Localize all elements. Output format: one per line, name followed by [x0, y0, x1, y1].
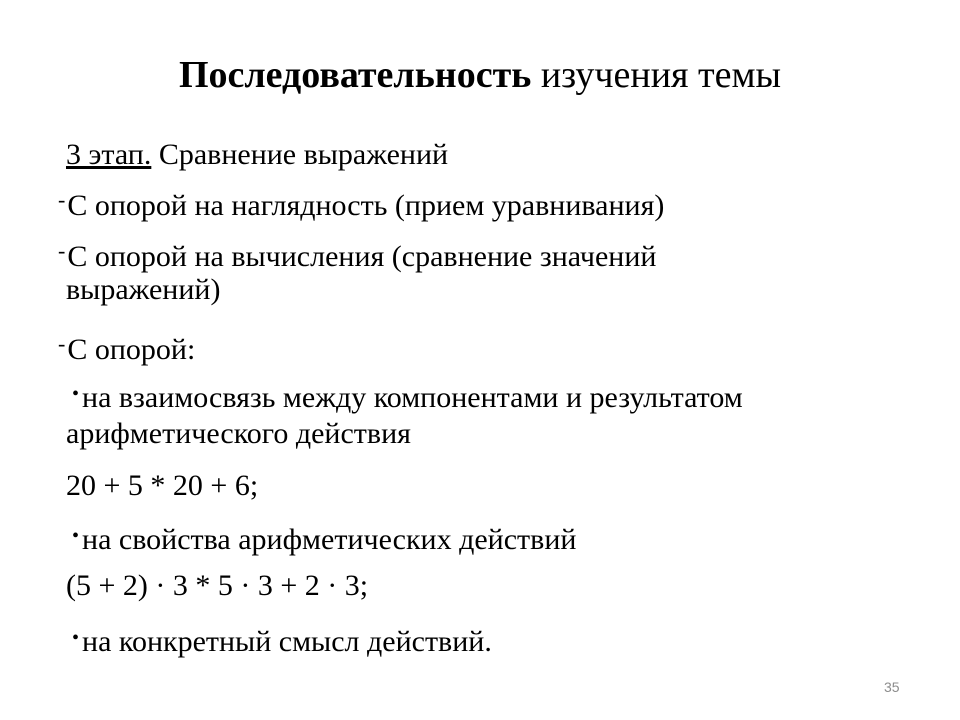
slide-title	[0, 52, 960, 98]
stage-text: Сравнение выражений	[151, 138, 449, 171]
bullet-dot-icon: •	[72, 525, 80, 547]
sub-list-item	[72, 618, 492, 662]
sub-list-item-text: на конкретный смысл действий.	[82, 625, 492, 658]
list-item-continuation: выражений)	[66, 273, 221, 306]
example-expression: (5 + 2) · 3 * 5 · 3 + 2 · 3;	[66, 569, 369, 602]
slide-title-bold: Последовательность	[178, 54, 532, 96]
bullet-dot-icon: •	[72, 383, 80, 405]
page-number: 35	[884, 679, 900, 695]
list-item-text: С опорой на вычисления (сравнение значений	[67, 240, 657, 273]
sub-list-item-continuation: арифметического действия	[66, 417, 411, 450]
list-item-text: С опорой:	[67, 333, 196, 366]
dash-bullet-icon: -	[58, 331, 66, 356]
stage-heading	[66, 135, 448, 175]
example-expression: 20 + 5 * 20 + 6;	[66, 469, 259, 502]
stage-label: 3 этап.	[66, 138, 152, 171]
list-item	[58, 324, 195, 370]
slide-title-regular: изучения темы	[531, 54, 782, 96]
sub-list-item	[72, 374, 743, 418]
bullet-dot-icon: •	[72, 627, 80, 649]
sub-list-item-text: на взаимосвязь между компонентами и результатом	[82, 381, 743, 414]
sub-list-item-text: на свойства арифметических действий	[82, 523, 577, 556]
dash-bullet-icon: -	[58, 238, 66, 263]
sub-list-item	[72, 516, 576, 560]
list-item	[58, 180, 664, 226]
dash-bullet-icon: -	[58, 187, 66, 212]
list-item-text: С опорой на наглядность (прием уравнивания)	[67, 189, 665, 222]
